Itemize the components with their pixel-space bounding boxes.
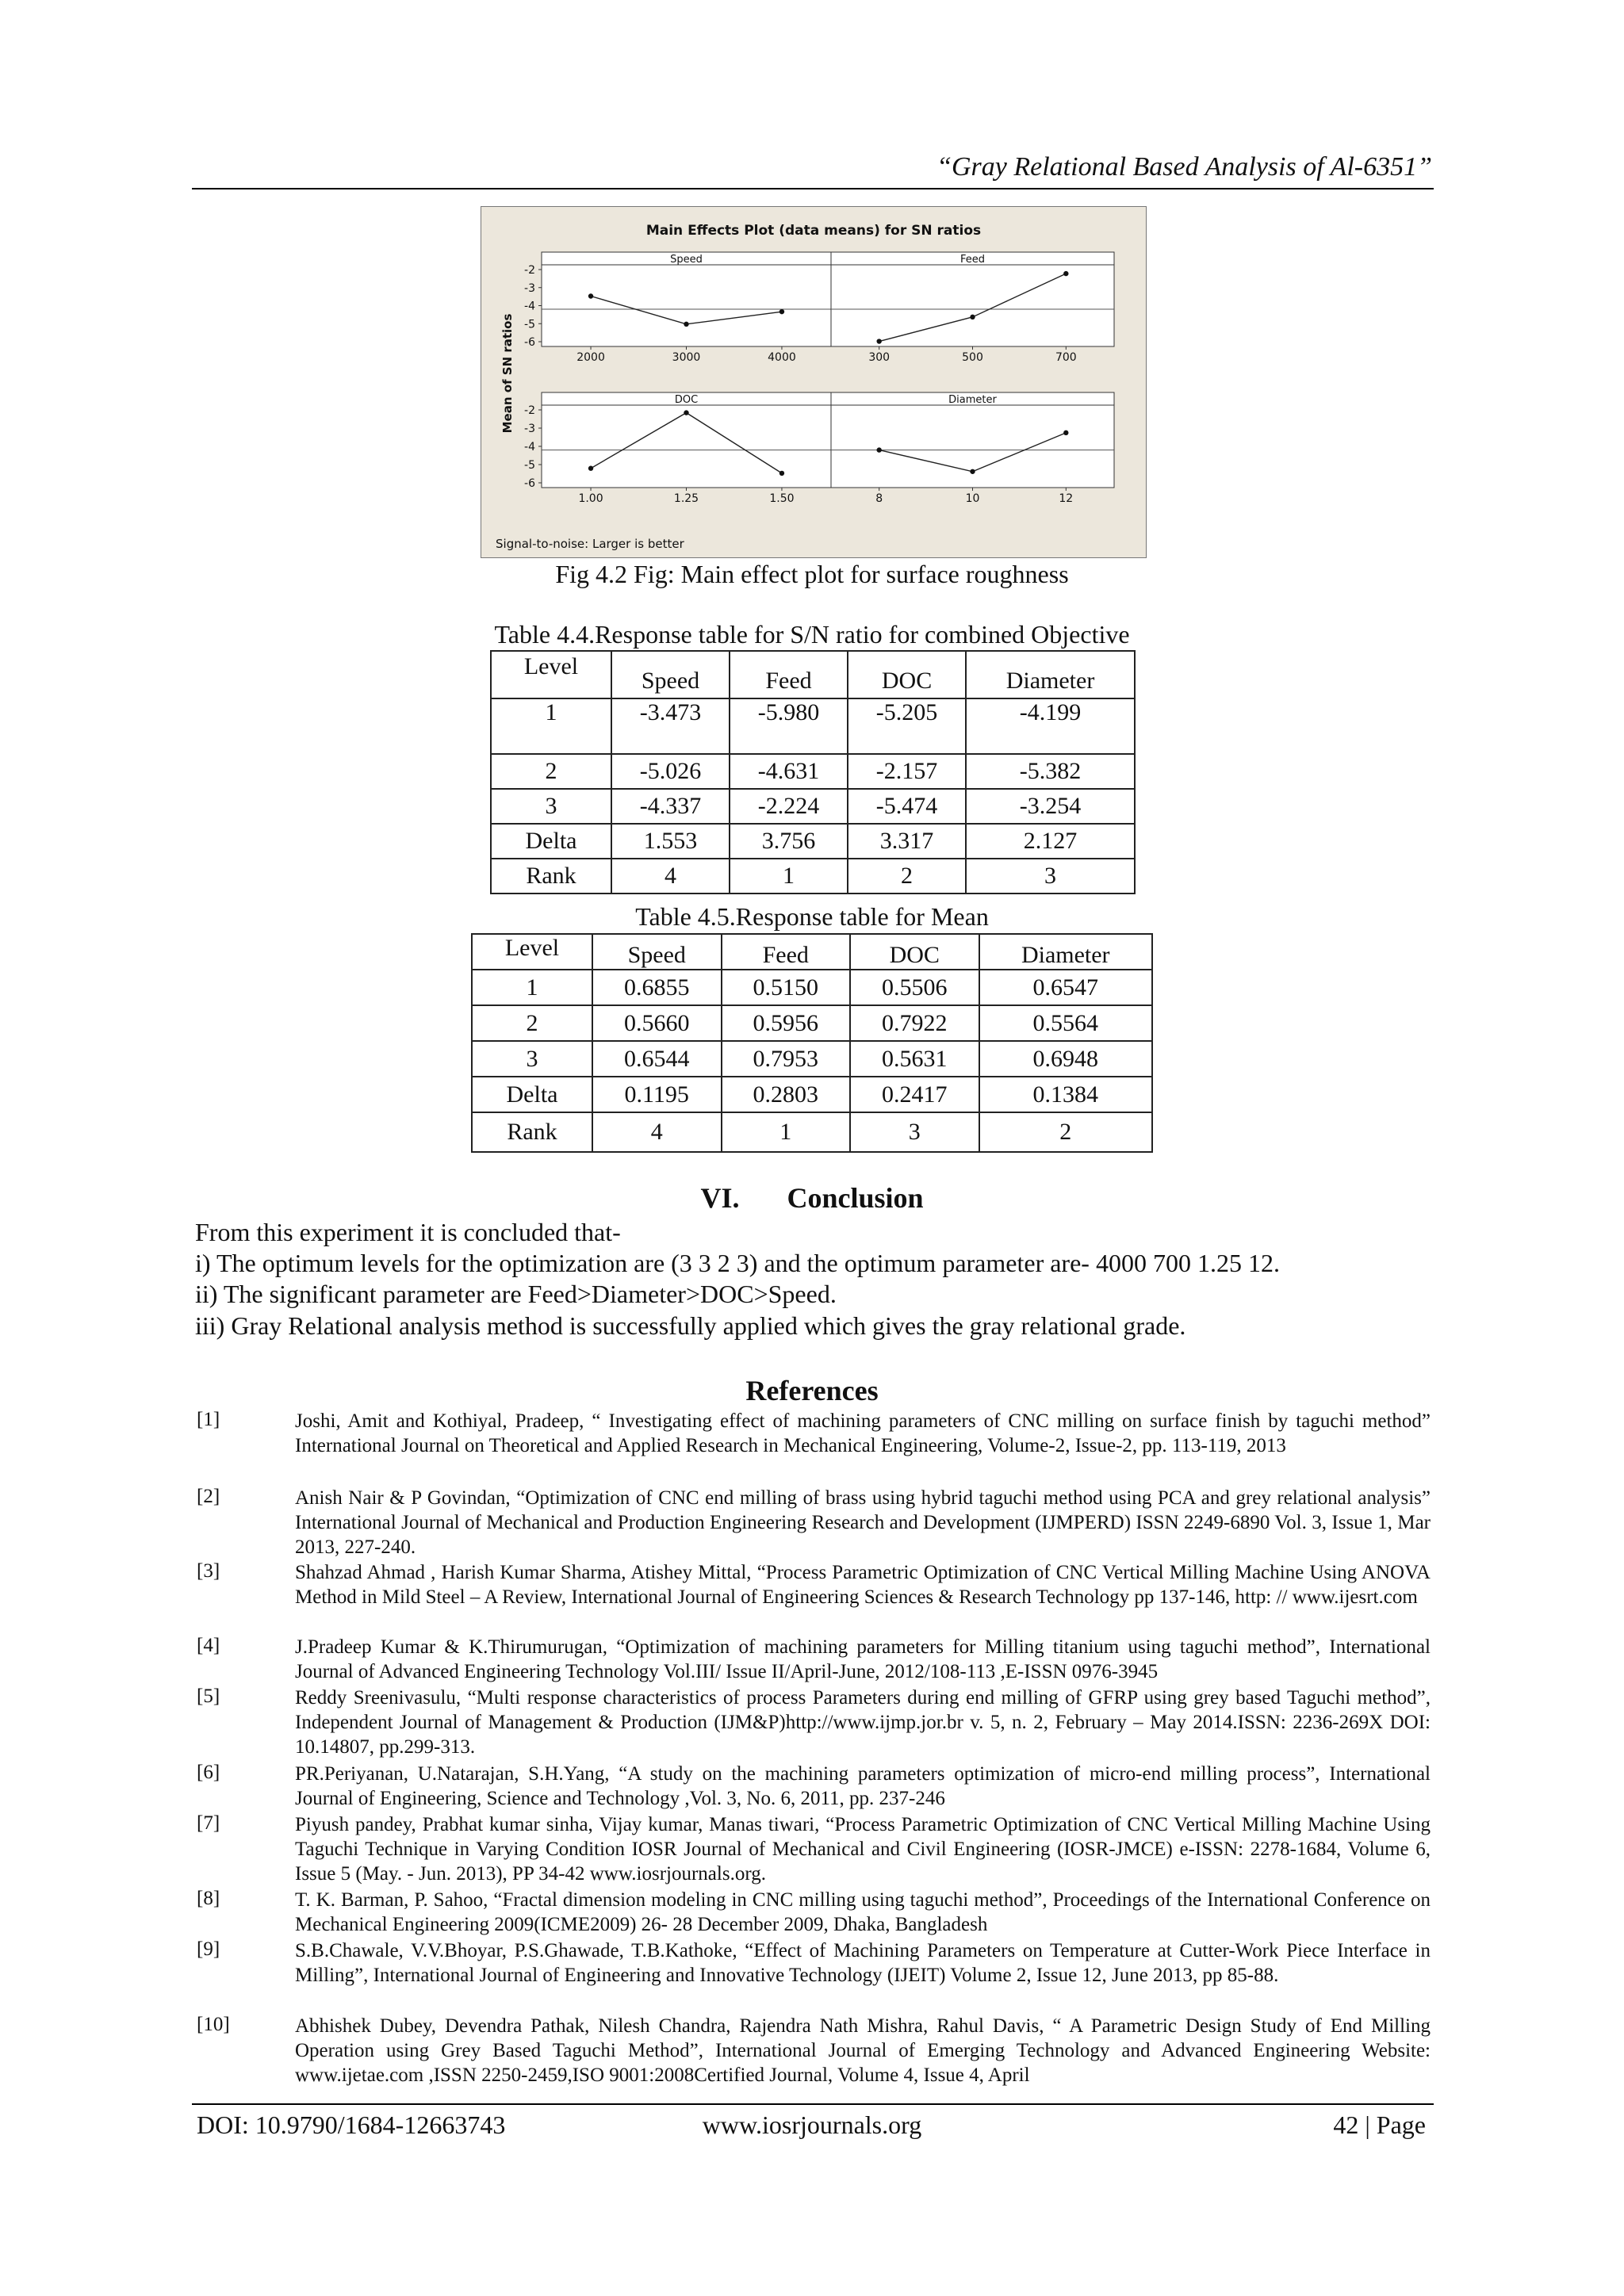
table-cell: 0.6855: [592, 970, 722, 1005]
data-point: [684, 322, 688, 327]
table-cell: 3: [472, 1041, 592, 1077]
reference-text: Reddy Sreenivasulu, “Multi response characteristics of process Parameters during end milling of GFRP using grey based Taguchi method”, Independent Journal of Management & Production (IJM&P)http://www.ijmp.jor.br v. 5, n. 2, February – May 2014.ISSN: 2236-269X DOI: 10.14807, pp.299-313.: [295, 1687, 1431, 1758]
table-row: [472, 1041, 1152, 1077]
table-cell: 1: [722, 1112, 851, 1152]
table-header-cell: DOC: [850, 934, 979, 970]
table-cell: 0.6948: [979, 1041, 1153, 1077]
reference-number: [9]: [197, 1938, 220, 1960]
table-row: [491, 789, 1135, 824]
table-cell: -5.980: [730, 698, 848, 754]
conclusion-line: i) The optimum levels for the optimization are (3 3 2 3) and the optimum parameter are- 4000 700 1.25 12.: [195, 1249, 1280, 1277]
reference-text: Anish Nair & P Govindan, “Optimization of CNC end milling of brass using hybrid taguchi method using PCA and grey relational analysis” International Journal of Mechanical and Production Engineering Research and Development (IJMPERD) ISSN 2249-6890 Vol. 3, Issue 1, Mar 2013, 227-240.: [295, 1487, 1431, 1558]
table-cell: -5.382: [966, 754, 1135, 789]
table-cell: 1.553: [611, 824, 730, 859]
table-cell: 0.1384: [979, 1077, 1153, 1112]
table-cell: 0.1195: [592, 1077, 722, 1112]
table-row: [472, 934, 1152, 970]
reference-text: T. K. Barman, P. Sahoo, “Fractal dimension modeling in CNC milling using taguchi method”, Proceedings of the International Conference on Mechanical Engineering 2009(ICME2009) 26- 28 December 2009, Dhaka, Bangladesh: [295, 1889, 1431, 1935]
reference-text: S.B.Chawale, V.V.Bhoyar, P.S.Ghawade, T.B.Kathoke, “Effect of Machining Parameters on Temperature at Cutter-Work Piece Interface in Milling”, International Journal of Engineering and Innovative Technology (IJEIT) Volume 2, Issue 12, June 2013, pp 85-88.: [295, 1940, 1431, 1986]
reference-number: [5]: [197, 1686, 220, 1707]
table-cell: 3: [966, 859, 1135, 894]
table-cell: 0.2803: [722, 1077, 851, 1112]
table-cell: Rank: [472, 1112, 592, 1152]
reference-number: [10]: [197, 2014, 230, 2035]
footer-site: www.iosrjournals.org: [702, 2110, 922, 2139]
panel-label: Speed: [670, 254, 703, 266]
table-cell: 1: [730, 859, 848, 894]
data-point: [779, 309, 784, 314]
table-row: [491, 754, 1135, 789]
footer-doi: DOI: 10.9790/1684-12663743: [197, 2110, 506, 2139]
table-row: [472, 970, 1152, 1005]
table-row: [491, 824, 1135, 859]
table-sn-caption: Table 4.4.Response table for S/N ratio for combined Objective: [494, 620, 1130, 649]
table-cell: 3.317: [848, 824, 966, 859]
reference-number: [8]: [197, 1888, 220, 1909]
x-tick-label: 500: [962, 351, 983, 364]
table-row: [491, 651, 1135, 698]
table-cell: 0.6547: [979, 970, 1153, 1005]
table-cell: -2.224: [730, 789, 848, 824]
data-point: [588, 466, 593, 471]
conclusion-line: iii) Gray Relational analysis method is successfully applied which gives the gray relational grade.: [195, 1311, 1186, 1340]
table-cell: 0.2417: [850, 1077, 979, 1112]
table-cell: 0.6544: [592, 1041, 722, 1077]
table-mean: [471, 933, 1153, 1153]
data-point: [779, 471, 784, 476]
panel-frame: [831, 252, 1114, 346]
table-header-cell: Level: [491, 651, 611, 698]
reference-number: [2]: [197, 1486, 220, 1507]
reference-text: Abhishek Dubey, Devendra Pathak, Nilesh Chandra, Rajendra Nath Mishra, Rahul Davis, “ A Parametric Design Study of End Milling Operation using Grey Based Taguchi Method”, International Journal of Emerging Technology and Advanced Engineering Website: www.ijetae.com ,ISSN 2250-2459,ISO 9001:2008Certified Journal, Volume 4, Issue 4, April: [295, 2015, 1431, 2086]
table-cell: 0.5150: [722, 970, 851, 1005]
conclusion-line: ii) The significant parameter are Feed>Diameter>DOC>Speed.: [195, 1280, 837, 1308]
chart-title: Main Effects Plot (data means) for SN ratios: [645, 223, 982, 239]
conclusion-heading: [0, 1181, 1624, 1215]
table-cell: -5.205: [848, 698, 966, 754]
panel-label: DOC: [674, 394, 699, 406]
table-cell: -3.254: [966, 789, 1135, 824]
header-rule: [192, 188, 1434, 189]
table-cell: 2: [979, 1112, 1153, 1152]
x-tick-label: 10: [965, 492, 980, 505]
x-tick-label: 8: [875, 492, 883, 505]
panel-label: Diameter: [948, 394, 997, 406]
reference-text: PR.Periyanan, U.Natarajan, S.H.Yang, “A study on the machining parameters optimization of micro-end milling process”, International Journal of Engineering, Science and Technology ,Vol. 3, No. 6, 2011, pp. 237-246: [295, 1763, 1431, 1809]
x-tick-label: 2000: [576, 351, 605, 364]
table-cell: 3: [491, 789, 611, 824]
table-cell: 4: [592, 1112, 722, 1152]
x-tick-label: 12: [1059, 492, 1074, 505]
y-tick-label: -4: [524, 300, 535, 313]
table-cell: Rank: [491, 859, 611, 894]
reference-number: [3]: [197, 1560, 220, 1582]
table-cell: 0.7953: [722, 1041, 851, 1077]
panel-frame: [542, 392, 831, 488]
y-tick-label: -4: [524, 441, 535, 453]
reference-number: [7]: [197, 1812, 220, 1834]
y-axis-label: Mean of SN ratios: [500, 313, 515, 434]
table-cell: 3: [850, 1112, 979, 1152]
table-row: [491, 698, 1135, 754]
reference-number: [1]: [197, 1409, 220, 1430]
table-row: [472, 1077, 1152, 1112]
table-cell: 0.5660: [592, 1005, 722, 1041]
table-cell: 1: [472, 970, 592, 1005]
table-cell: -4.199: [966, 698, 1135, 754]
data-point: [1063, 271, 1068, 276]
x-tick-label: 1.50: [769, 492, 795, 505]
table-header-cell: Feed: [730, 651, 848, 698]
table-cell: -5.026: [611, 754, 730, 789]
y-tick-label: -6: [524, 336, 535, 349]
y-tick-label: -3: [524, 281, 535, 295]
reference-text: Shahzad Ahmad , Harish Kumar Sharma, Atishey Mittal, “Process Parametric Optimization of CNC Vertical Milling Machine Using ANOVA Method in Mild Steel – A Review, International Journal of Engineering Sciences & Research Technology pp 137-146, http: // www.ijesrt.com: [295, 1562, 1431, 1608]
table-mean-caption: Table 4.5.Response table for Mean: [635, 902, 989, 931]
y-tick-label: -5: [524, 318, 535, 331]
y-tick-label: -5: [524, 459, 535, 472]
table-cell: -4.337: [611, 789, 730, 824]
panel-frame: [542, 252, 831, 346]
table-cell: 0.5631: [850, 1041, 979, 1077]
table-cell: 3.756: [730, 824, 848, 859]
x-tick-label: 4000: [768, 351, 796, 364]
x-tick-label: 3000: [672, 351, 701, 364]
table-cell: 0.5506: [850, 970, 979, 1005]
table-cell: 2: [472, 1005, 592, 1041]
table-row: [491, 859, 1135, 894]
table-header-cell: Diameter: [979, 934, 1153, 970]
data-point: [876, 339, 881, 343]
table-cell: 0.7922: [850, 1005, 979, 1041]
data-point: [588, 293, 593, 298]
table-cell: Delta: [472, 1077, 592, 1112]
y-tick-label: -2: [524, 264, 535, 277]
main-effects-plot: [481, 206, 1147, 558]
conclusion-line: From this experiment it is concluded that-: [195, 1218, 621, 1246]
table-header-cell: Level: [472, 934, 592, 970]
reference-text: Piyush pandey, Prabhat kumar sinha, Vijay kumar, Manas tiwari, “Process Parametric Optimization of CNC Vertical Milling Machine Using Taguchi Technique in Varying Condition IOSR Journal of Mechanical and Civil Engineering (IOSR-JMCE) e-ISSN: 2278-1684, Volume 6, Issue 5 (May. - Jun. 2013), PP 34-42 www.iosrjournals.org.: [295, 1814, 1431, 1885]
table-cell: -4.631: [730, 754, 848, 789]
data-point: [970, 315, 975, 320]
table-sn-ratio: [490, 650, 1136, 894]
table-row: [472, 1005, 1152, 1041]
table-cell: Delta: [491, 824, 611, 859]
running-header: “Gray Relational Based Analysis of Al-6351”: [936, 152, 1432, 182]
x-tick-label: 300: [868, 351, 891, 364]
footer-page-number: 42 | Page: [1333, 2110, 1426, 2139]
table-cell: 2: [491, 754, 611, 789]
reference-number: [6]: [197, 1762, 220, 1783]
reference-text: J.Pradeep Kumar & K.Thirumurugan, “Optimization of machining parameters for Milling titanium using taguchi method”, International Journal of Advanced Engineering Technology Vol.III/ Issue II/April-June, 2012/108-113 ,E-ISSN 0976-3945: [295, 1636, 1431, 1682]
footer-rule: [192, 2103, 1434, 2105]
table-cell: -5.474: [848, 789, 966, 824]
table-header-cell: Feed: [722, 934, 851, 970]
data-point: [970, 469, 975, 474]
table-header-cell: Speed: [592, 934, 722, 970]
x-tick-label: 1.25: [673, 492, 699, 505]
table-cell: -2.157: [848, 754, 966, 789]
main-effects-plot-svg: [481, 207, 1146, 557]
table-cell: 2: [848, 859, 966, 894]
table-cell: 1: [491, 698, 611, 754]
table-row: [472, 1112, 1152, 1152]
y-tick-label: -6: [524, 477, 535, 490]
reference-text: Joshi, Amit and Kothiyal, Pradeep, “ Investigating effect of machining parameters of CNC milling on surface finish by taguchi method” International Journal on Theoretical and Applied Research in Mechanical Engineering, Volume-2, Issue-2, pp. 113-119, 2013: [295, 1410, 1431, 1456]
table-header-cell: Speed: [611, 651, 730, 698]
chart-footnote: Signal-to-noise: Larger is better: [496, 537, 684, 551]
table-header-cell: DOC: [848, 651, 966, 698]
table-cell: 0.5956: [722, 1005, 851, 1041]
table-header-cell: Diameter: [966, 651, 1135, 698]
data-point: [1063, 430, 1068, 435]
figure-caption: Fig 4.2 Fig: Main effect plot for surface roughness: [555, 560, 1069, 588]
table-cell: 0.5564: [979, 1005, 1153, 1041]
section-title: Conclusion: [787, 1182, 924, 1214]
panel-label: Feed: [959, 254, 986, 266]
table-cell: 4: [611, 859, 730, 894]
x-tick-label: 1.00: [578, 492, 603, 505]
table-cell: -3.473: [611, 698, 730, 754]
y-tick-label: -2: [524, 404, 535, 417]
reference-number: [4]: [197, 1635, 220, 1656]
table-cell: 2.127: [966, 824, 1135, 859]
data-point: [684, 410, 688, 415]
y-tick-label: -3: [524, 423, 535, 435]
data-point: [876, 447, 881, 452]
x-tick-label: 700: [1055, 351, 1077, 364]
references-heading: References: [745, 1375, 879, 1406]
section-number: VI.: [700, 1182, 740, 1214]
